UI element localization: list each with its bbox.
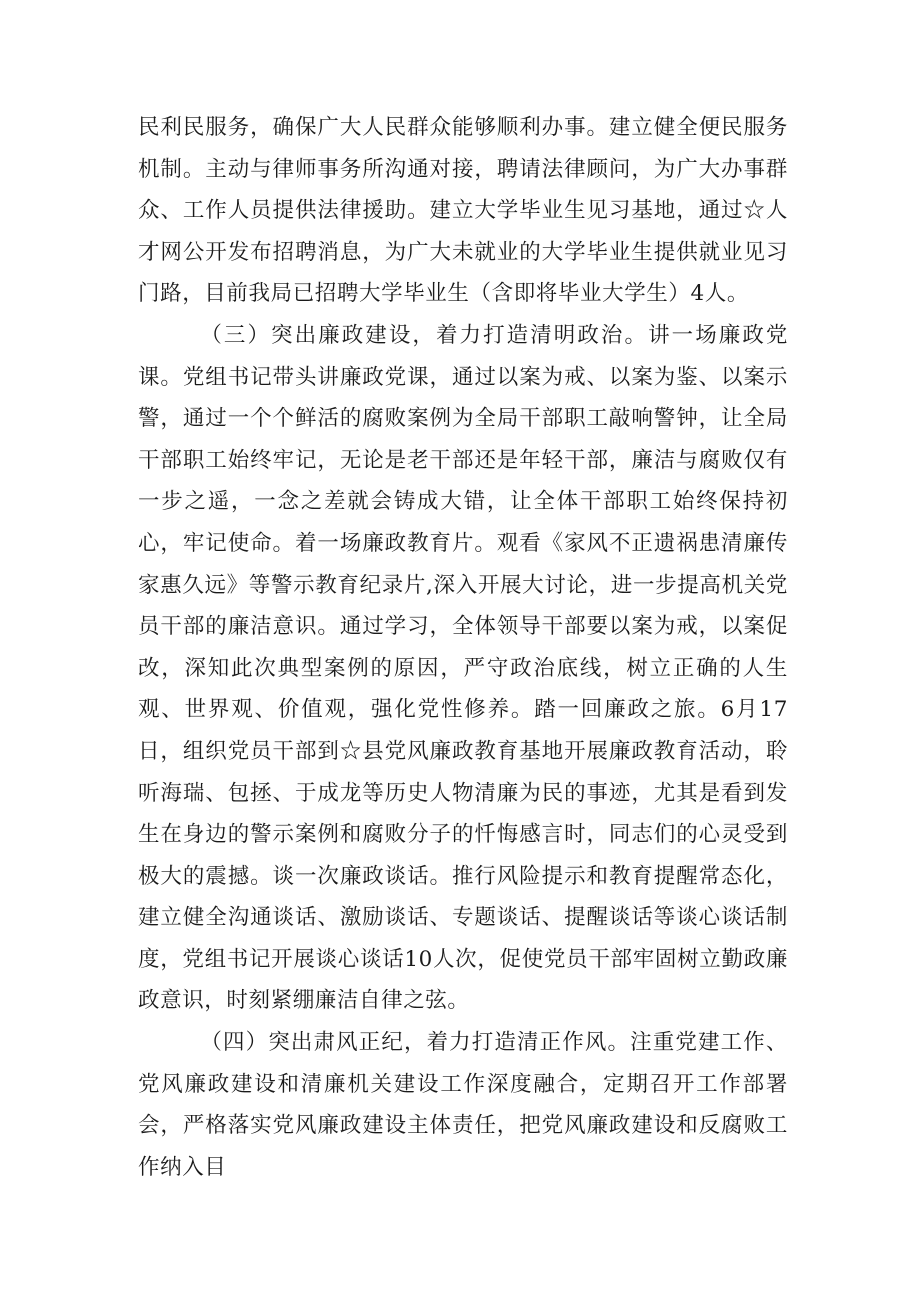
document-body — [138, 107, 788, 1188]
paragraph-section-three: （三）突出廉政建设，着力打造清明政治。讲一场廉政党课。党组书记带头讲廉政党课，通过以案为戒、以案为鉴、以案示警，通过一个个鲜活的腐败案例为全局干部职工敲响警钟，让全局干部职工始终牢记，无论是老干部还是年轻干部，廉洁与腐败仅有一步之遥，一念之差就会铸成大错，让全体干部职工始终保持初心，牢记使命。着一场廉政教育片。观看《家风不正遗祸患清廉传家惠久远》等警示教育纪录片,深入开展大讨论，进一步提高机关党员干部的廉洁意识。通过学习，全体领导干部要以案为戒，以案促改，深知此次典型案例的原因，严守政治底线，树立正确的人生观、世界观、价值观，强化党性修养。踏一回廉政之旅。6月17日，组织党员干部到☆县党风廉政教育基地开展廉政教育活动，聆听海瑞、包拯、于成龙等历史人物清廉为民的事迹，尤其是看到发生在身边的警示案例和腐败分子的忏悔感言时，同志们的心灵受到极大的震撼。谈一次廉政谈话。推行风险提示和教育提醒常态化，建立健全沟通谈话、激励谈话、专题谈话、提醒谈话等谈心谈话制度，党组书记开展谈心谈话10人次，促使党员干部牢固树立勤政廉政意识，时刻紧绷廉洁自律之弦。 — [138, 322, 788, 1014]
paragraph-continuation: 民利民服务，确保广大人民群众能够顺利办事。建立健全便民服务机制。主动与律师事务所沟通对接，聘请法律顾问，为广大办事群众、工作人员提供法律援助。建立大学毕业生见习基地，通过☆人才网公开发布招聘消息，为广大未就业的大学毕业生提供就业见习门路，目前我局已招聘大学毕业生（含即将毕业大学生）4人。 — [138, 115, 788, 307]
paragraph-section-four: （四）突出肃风正纪，着力打造清正作风。注重党建工作、党风廉政建设和清廉机关建设工作深度融合，定期召开工作部署会，严格落实党风廉政建设主体责任，把党风廉政建设和反腐败工作纳入目 — [138, 1030, 788, 1180]
